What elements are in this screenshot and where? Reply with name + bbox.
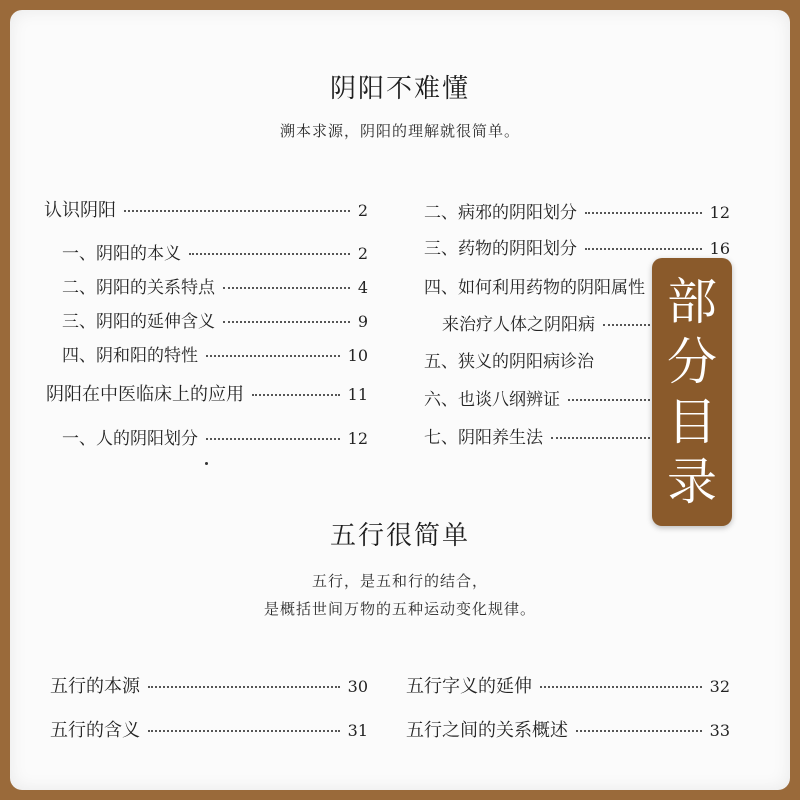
leader-dots — [223, 321, 350, 323]
leader-dots — [585, 212, 702, 214]
badge-char: 录 — [667, 453, 717, 511]
section2-title: 五行很简单 — [329, 521, 470, 551]
toc-entry[interactable] — [406, 672, 730, 698]
toc-label: 五行之间的关系概述 — [406, 720, 568, 741]
leader-dots — [540, 686, 702, 688]
toc-label: 六、也谈八纲辨证 — [424, 390, 560, 410]
leader-dots — [585, 248, 702, 250]
toc-label: 来治疗人体之阴阳病 — [442, 315, 595, 335]
toc-entry[interactable] — [50, 716, 368, 742]
toc-page: 16 — [709, 239, 730, 258]
toc-entry[interactable] — [406, 716, 730, 742]
partial-contents-badge — [652, 258, 732, 526]
toc-entry[interactable] — [62, 424, 368, 449]
toc-page: 4 — [357, 278, 368, 297]
toc-entry[interactable] — [62, 307, 368, 332]
toc-entry[interactable] — [424, 198, 730, 223]
toc-page: 33 — [709, 721, 730, 740]
leader-dots — [576, 730, 702, 732]
toc-label: 一、人的阴阳划分 — [62, 429, 198, 449]
leader-dots — [124, 210, 350, 212]
section1-title: 阴阳不难懂 — [329, 74, 470, 104]
toc-label: 认识阴阳 — [44, 200, 116, 221]
toc-page: 2 — [357, 201, 368, 220]
toc-entry-yinyang[interactable] — [44, 196, 368, 222]
toc-page: 9 — [357, 312, 368, 331]
toc-page: 12 — [709, 203, 730, 222]
toc-label: 五行的本源 — [50, 676, 140, 697]
toc-entry[interactable] — [424, 234, 730, 259]
section2-subtitle-line2: 是概括世间万物的五种运动变化规律。 — [263, 600, 536, 618]
toc-page: 32 — [709, 677, 730, 696]
toc-entry-clinical-application[interactable] — [46, 380, 368, 406]
toc-page: 12 — [347, 429, 368, 448]
leader-dots — [252, 394, 340, 396]
toc-entry[interactable] — [62, 273, 368, 298]
section1-subtitle: 溯本求源，阴阳的理解就很简单。 — [279, 122, 520, 140]
toc-entry[interactable] — [62, 341, 368, 366]
toc-page: 31 — [347, 721, 368, 740]
toc-entry[interactable] — [62, 239, 368, 264]
toc-label: 五、狭义的阴阳病诊治 — [424, 352, 594, 372]
toc-label: 四、阴和阳的特性 — [62, 346, 198, 366]
leader-dots — [189, 253, 350, 255]
toc-label: 七、阴阳养生法 — [424, 428, 543, 448]
toc-page: 10 — [347, 346, 368, 365]
leader-dots — [206, 438, 340, 440]
toc-page: 2 — [357, 244, 368, 263]
toc-page: 30 — [347, 677, 368, 696]
toc-entry[interactable] — [50, 672, 368, 698]
section2-subtitle-line1: 五行，是五和行的结合， — [311, 572, 488, 590]
toc-label: 五行的含义 — [50, 720, 140, 741]
toc-label: 四、如何利用药物的阴阳属性 — [424, 278, 645, 298]
stray-mark — [205, 462, 208, 465]
leader-dots — [148, 686, 340, 688]
toc-label: 二、阴阳的关系特点 — [62, 278, 215, 298]
toc-label: 五行字义的延伸 — [406, 676, 532, 697]
leader-dots — [148, 730, 340, 732]
badge-char: 目 — [667, 393, 717, 451]
toc-page: 11 — [347, 385, 368, 404]
leader-dots — [223, 287, 350, 289]
toc-label: 阴阳在中医临床上的应用 — [46, 384, 244, 405]
badge-char: 分 — [667, 333, 717, 391]
leader-dots — [206, 355, 340, 357]
toc-label: 三、药物的阴阳划分 — [424, 239, 577, 259]
badge-char: 部 — [667, 273, 717, 331]
toc-label: 一、阴阳的本义 — [62, 244, 181, 264]
toc-label: 二、病邪的阴阳划分 — [424, 203, 577, 223]
toc-label: 三、阴阳的延伸含义 — [62, 312, 215, 332]
